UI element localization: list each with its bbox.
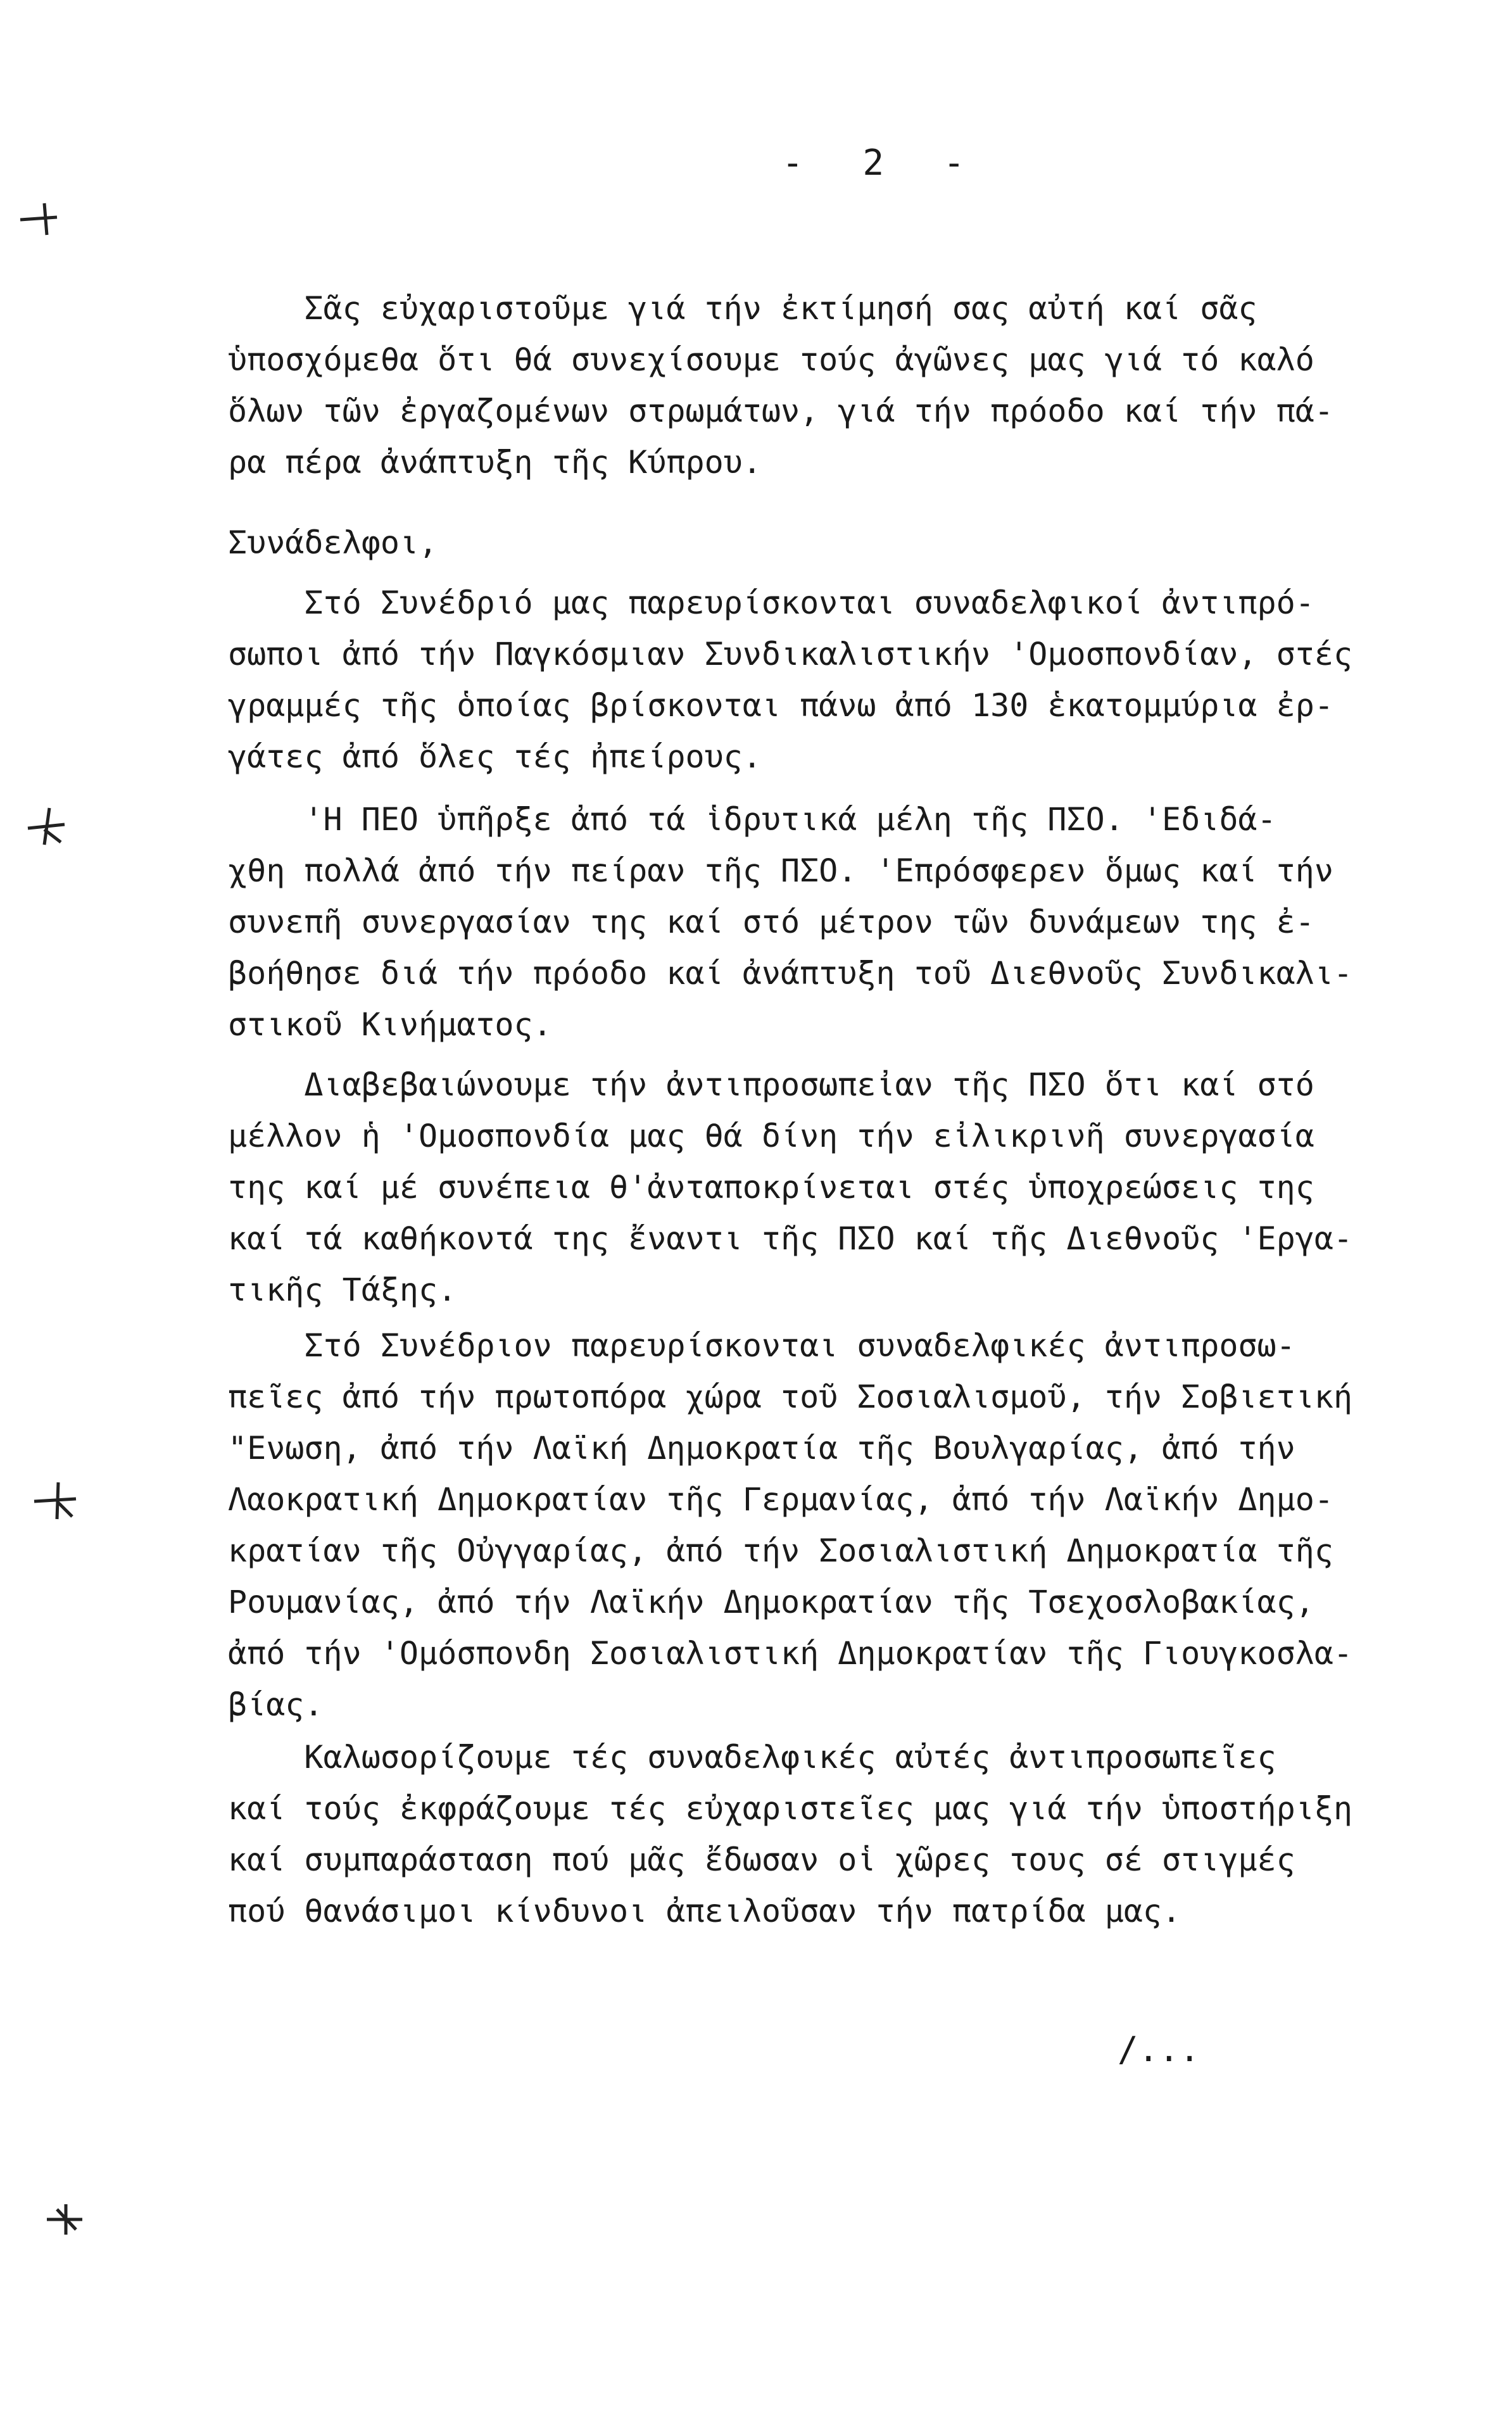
text-line: στικοῦ Κινήματος.: [228, 1006, 552, 1043]
text-line: τικῆς Τάξης.: [228, 1272, 457, 1308]
text-line: γάτες ἀπό ὅλες τές ἠπείρους.: [228, 738, 762, 775]
text-line: σωποι ἀπό τήν Παγκόσμιαν Συνδικαλιστικήν 'Ομοσπονδίαν, στές: [228, 636, 1353, 672]
text-line: συνεπῆ συνεργασίαν της καί στό μέτρον τῶν δυνάμεων της ἐ-: [228, 904, 1314, 940]
text-line: ρα πέρα ἀνάπτυξη τῆς Κύπρου.: [228, 444, 762, 481]
text-line: καί τά καθήκοντά της ἔναντι τῆς ΠΣΟ καί τῆς Διεθνοῦς 'Εργα-: [228, 1220, 1353, 1257]
text-line: καί συμπαράσταση πού μᾶς ἔδωσαν οἱ χῶρες τους σέ στιγμές: [228, 1841, 1295, 1878]
text-line: Στό Συνέδριον παρευρίσκονται συναδελφικές ἀντιπροσω-: [228, 1327, 1295, 1364]
salutation: [228, 517, 1368, 569]
text-line: καί τούς ἐκφράζουμε τές εὐχαριστεῖες μας γιά τήν ὑποστήριξη: [228, 1790, 1353, 1827]
text-line: βοήθησε διά τήν πρόοδο καί ἀνάπτυξη τοῦ Διεθνοῦς Συνδικαλι-: [228, 955, 1353, 992]
paragraph-3: [228, 794, 1368, 1051]
margin-mark-icon: [44, 2200, 89, 2245]
text-line: πεῖες ἀπό τήν πρωτοπόρα χώρα τοῦ Σοσιαλισμοῦ, τήν Σοβιετική: [228, 1379, 1353, 1415]
text-line: χθη πολλά ἀπό τήν πείραν τῆς ΠΣΟ. 'Επρόσφερεν ὅμως καί τήν: [228, 852, 1333, 889]
paragraph-6: [228, 1732, 1368, 1937]
text-line: ὑποσχόμεθα ὅτι θά συνεχίσουμε τούς ἀγῶνες μας γιά τό καλό: [228, 341, 1314, 378]
margin-mark-icon: [19, 199, 63, 244]
text-line: βίας.: [228, 1686, 324, 1723]
text-line: μέλλον ἡ 'Ομοσπονδία μας θά δίνη τήν εἰλικρινῆ συνεργασία: [228, 1118, 1314, 1154]
margin-mark-icon: [32, 1479, 82, 1530]
text-line: ἀπό τήν 'Ομόσπονδη Σοσιαλιστική Δημοκρατίαν τῆς Γιουγκοσλα-: [228, 1635, 1353, 1672]
paragraph-4: [228, 1059, 1368, 1316]
text-line: Στό Συνέδριό μας παρευρίσκονται συναδελφικοί ἀντιπρό-: [228, 584, 1314, 621]
text-line: Διαβεβαιώνουμε τήν ἀντιπροσωπεἰαν τῆς ΠΣΟ ὅτι καί στό: [228, 1066, 1314, 1103]
text-line: Ρουμανίας, ἀπό τήν Λαϊκήν Δημοκρατίαν τῆς Τσεχοσλοβακίας,: [228, 1584, 1314, 1620]
text-line: της καί μέ συνέπεια θ'ἀνταποκρίνεται στές ὑποχρεώσεις της: [228, 1169, 1314, 1206]
text-line: Σᾶς εὐχαριστοῦμε γιά τήν ἐκτίμησή σας αὐτή καί σᾶς: [228, 290, 1257, 327]
page-number: - 2 -: [782, 142, 984, 184]
continuation-mark: /...: [1118, 2029, 1200, 2069]
text-line: ὅλων τῶν ἐργαζομένων στρωμάτων, γιά τήν πρόοδο καί τήν πά-: [228, 393, 1333, 429]
paragraph-1: [228, 283, 1368, 488]
text-line: Λαοκρατική Δημοκρατίαν τῆς Γερμανίας, ἀπό τήν Λαϊκήν Δημο-: [228, 1481, 1333, 1518]
paragraph-5: [228, 1320, 1368, 1731]
text-line: πού θανάσιμοι κίνδυνοι ἀπειλοῦσαν τήν πατρίδα μας.: [228, 1893, 1181, 1929]
paragraph-2: [228, 577, 1368, 783]
text-line: γραμμές τῆς ὁποίας βρίσκονται πάνω ἀπό 130 ἑκατομμύρια ἐρ-: [228, 687, 1333, 724]
text-line: Καλωσορίζουμε τές συναδελφικές αὐτές ἀντιπροσωπεῖες: [228, 1739, 1276, 1776]
text-line: 'Η ΠΕΟ ὑπῆρξε ἀπό τά ἱδρυτικά μέλη τῆς ΠΣΟ. 'Εδιδά-: [228, 801, 1276, 838]
text-line: "Ενωση, ἀπό τήν Λαϊκή Δημοκρατία τῆς Βουλγαρίας, ἀπό τήν: [228, 1430, 1295, 1467]
margin-mark-icon: [25, 804, 70, 855]
text-line: Συνάδελφοι,: [228, 524, 438, 561]
text-line: κρατίαν τῆς Οὐγγαρίας, ἀπό τήν Σοσιαλιστική Δημοκρατία τῆς: [228, 1532, 1333, 1569]
